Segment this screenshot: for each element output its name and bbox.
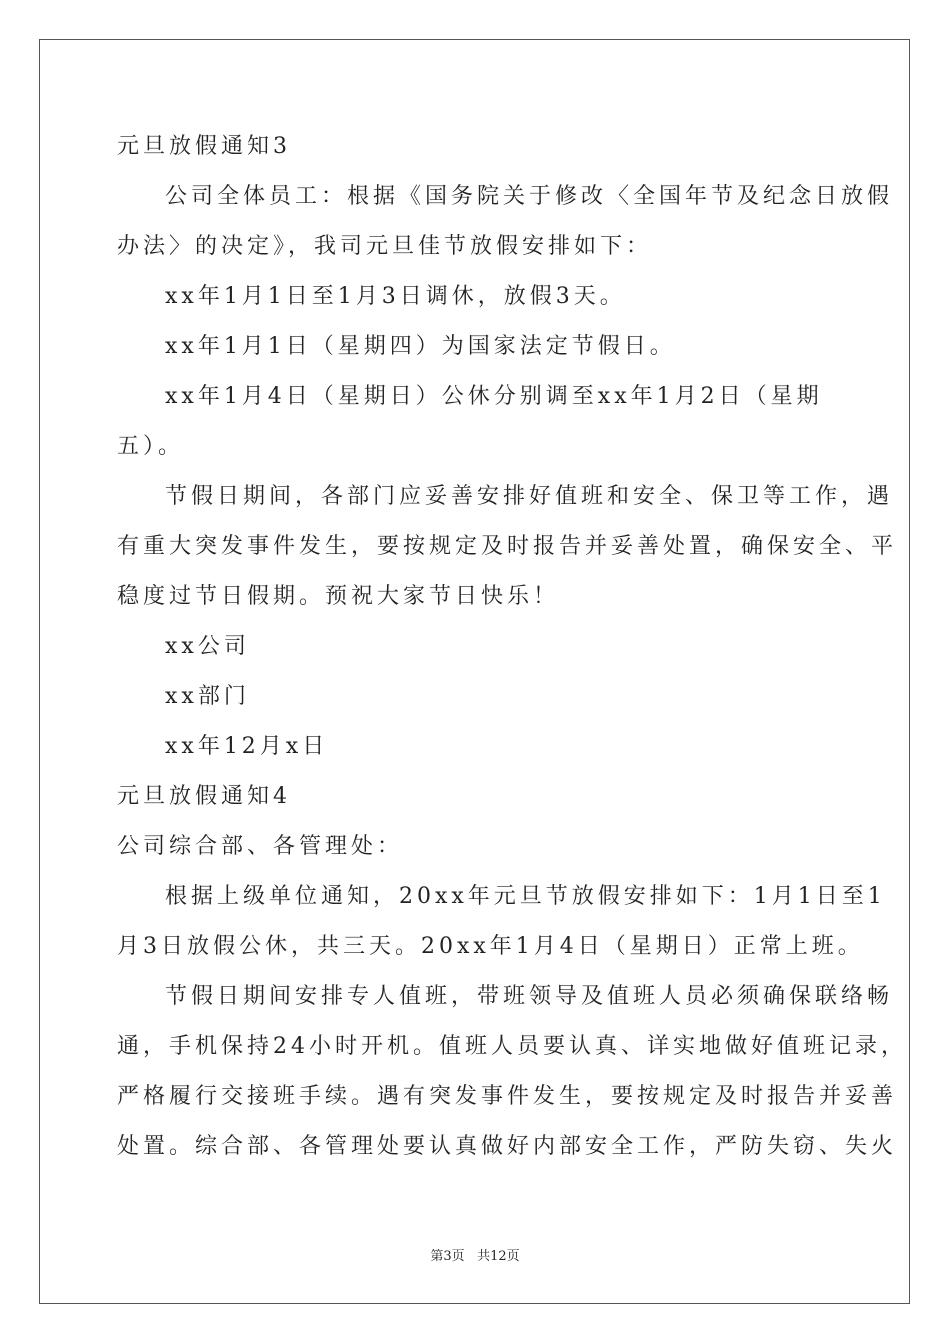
paragraph-line: 严格履行交接班手续。遇有突发事件发生，要按规定及时报告并妥善	[117, 1084, 898, 1109]
signature-company: xx公司	[165, 634, 250, 659]
paragraph-line: xx年1月4日（星期日）公休分别调至xx年1月2日（星期	[165, 384, 823, 409]
page-border	[39, 39, 910, 1304]
paragraph-line: 根据上级单位通知，20xx年元旦节放假安排如下：1月1日至1	[165, 884, 886, 909]
paragraph-line: 公司全体员工：根据《国务院关于修改〈全国年节及纪念日放假	[165, 184, 894, 209]
heading-notice-4: 元旦放假通知4	[117, 784, 291, 809]
paragraph-line: 节假日期间，各部门应妥善安排好值班和安全、保卫等工作，遇	[165, 484, 894, 509]
page-footer	[0, 1245, 950, 1264]
paragraph-line: 通，手机保持24小时开机。值班人员要认真、详实地做好值班记录，	[117, 1034, 907, 1059]
paragraph-line: 处置。综合部、各管理处要认真做好内部安全工作，严防失窃、失火	[117, 1134, 898, 1159]
paragraph-line: 月3日放假公休，共三天。20xx年1月4日（星期日）正常上班。	[117, 934, 864, 959]
paragraph-line: 稳度过节日假期。预祝大家节日快乐！	[117, 584, 560, 609]
signature-date: xx年12月x日	[165, 734, 329, 759]
page-total: 共12页	[477, 1249, 520, 1264]
signature-department: xx部门	[165, 684, 250, 709]
paragraph-line: 办法〉的决定》，我司元旦佳节放假安排如下：	[117, 234, 653, 259]
paragraph-line: 节假日期间安排专人值班，带班领导及值班人员必须确保联络畅	[165, 984, 894, 1009]
paragraph-line: 公司综合部、各管理处：	[117, 834, 404, 859]
heading-notice-3: 元旦放假通知3	[117, 134, 291, 159]
paragraph-line: xx年1月1日至1月3日调休，放假3天。	[165, 284, 626, 309]
page-number: 第3页	[430, 1249, 465, 1264]
paragraph-line: xx年1月1日（星期四）为国家法定节假日。	[165, 334, 676, 359]
paragraph-line: 有重大突发事件发生，要按规定及时报告并妥善处置，确保安全、平	[117, 534, 898, 559]
paragraph-line: 五）。	[117, 434, 185, 459]
